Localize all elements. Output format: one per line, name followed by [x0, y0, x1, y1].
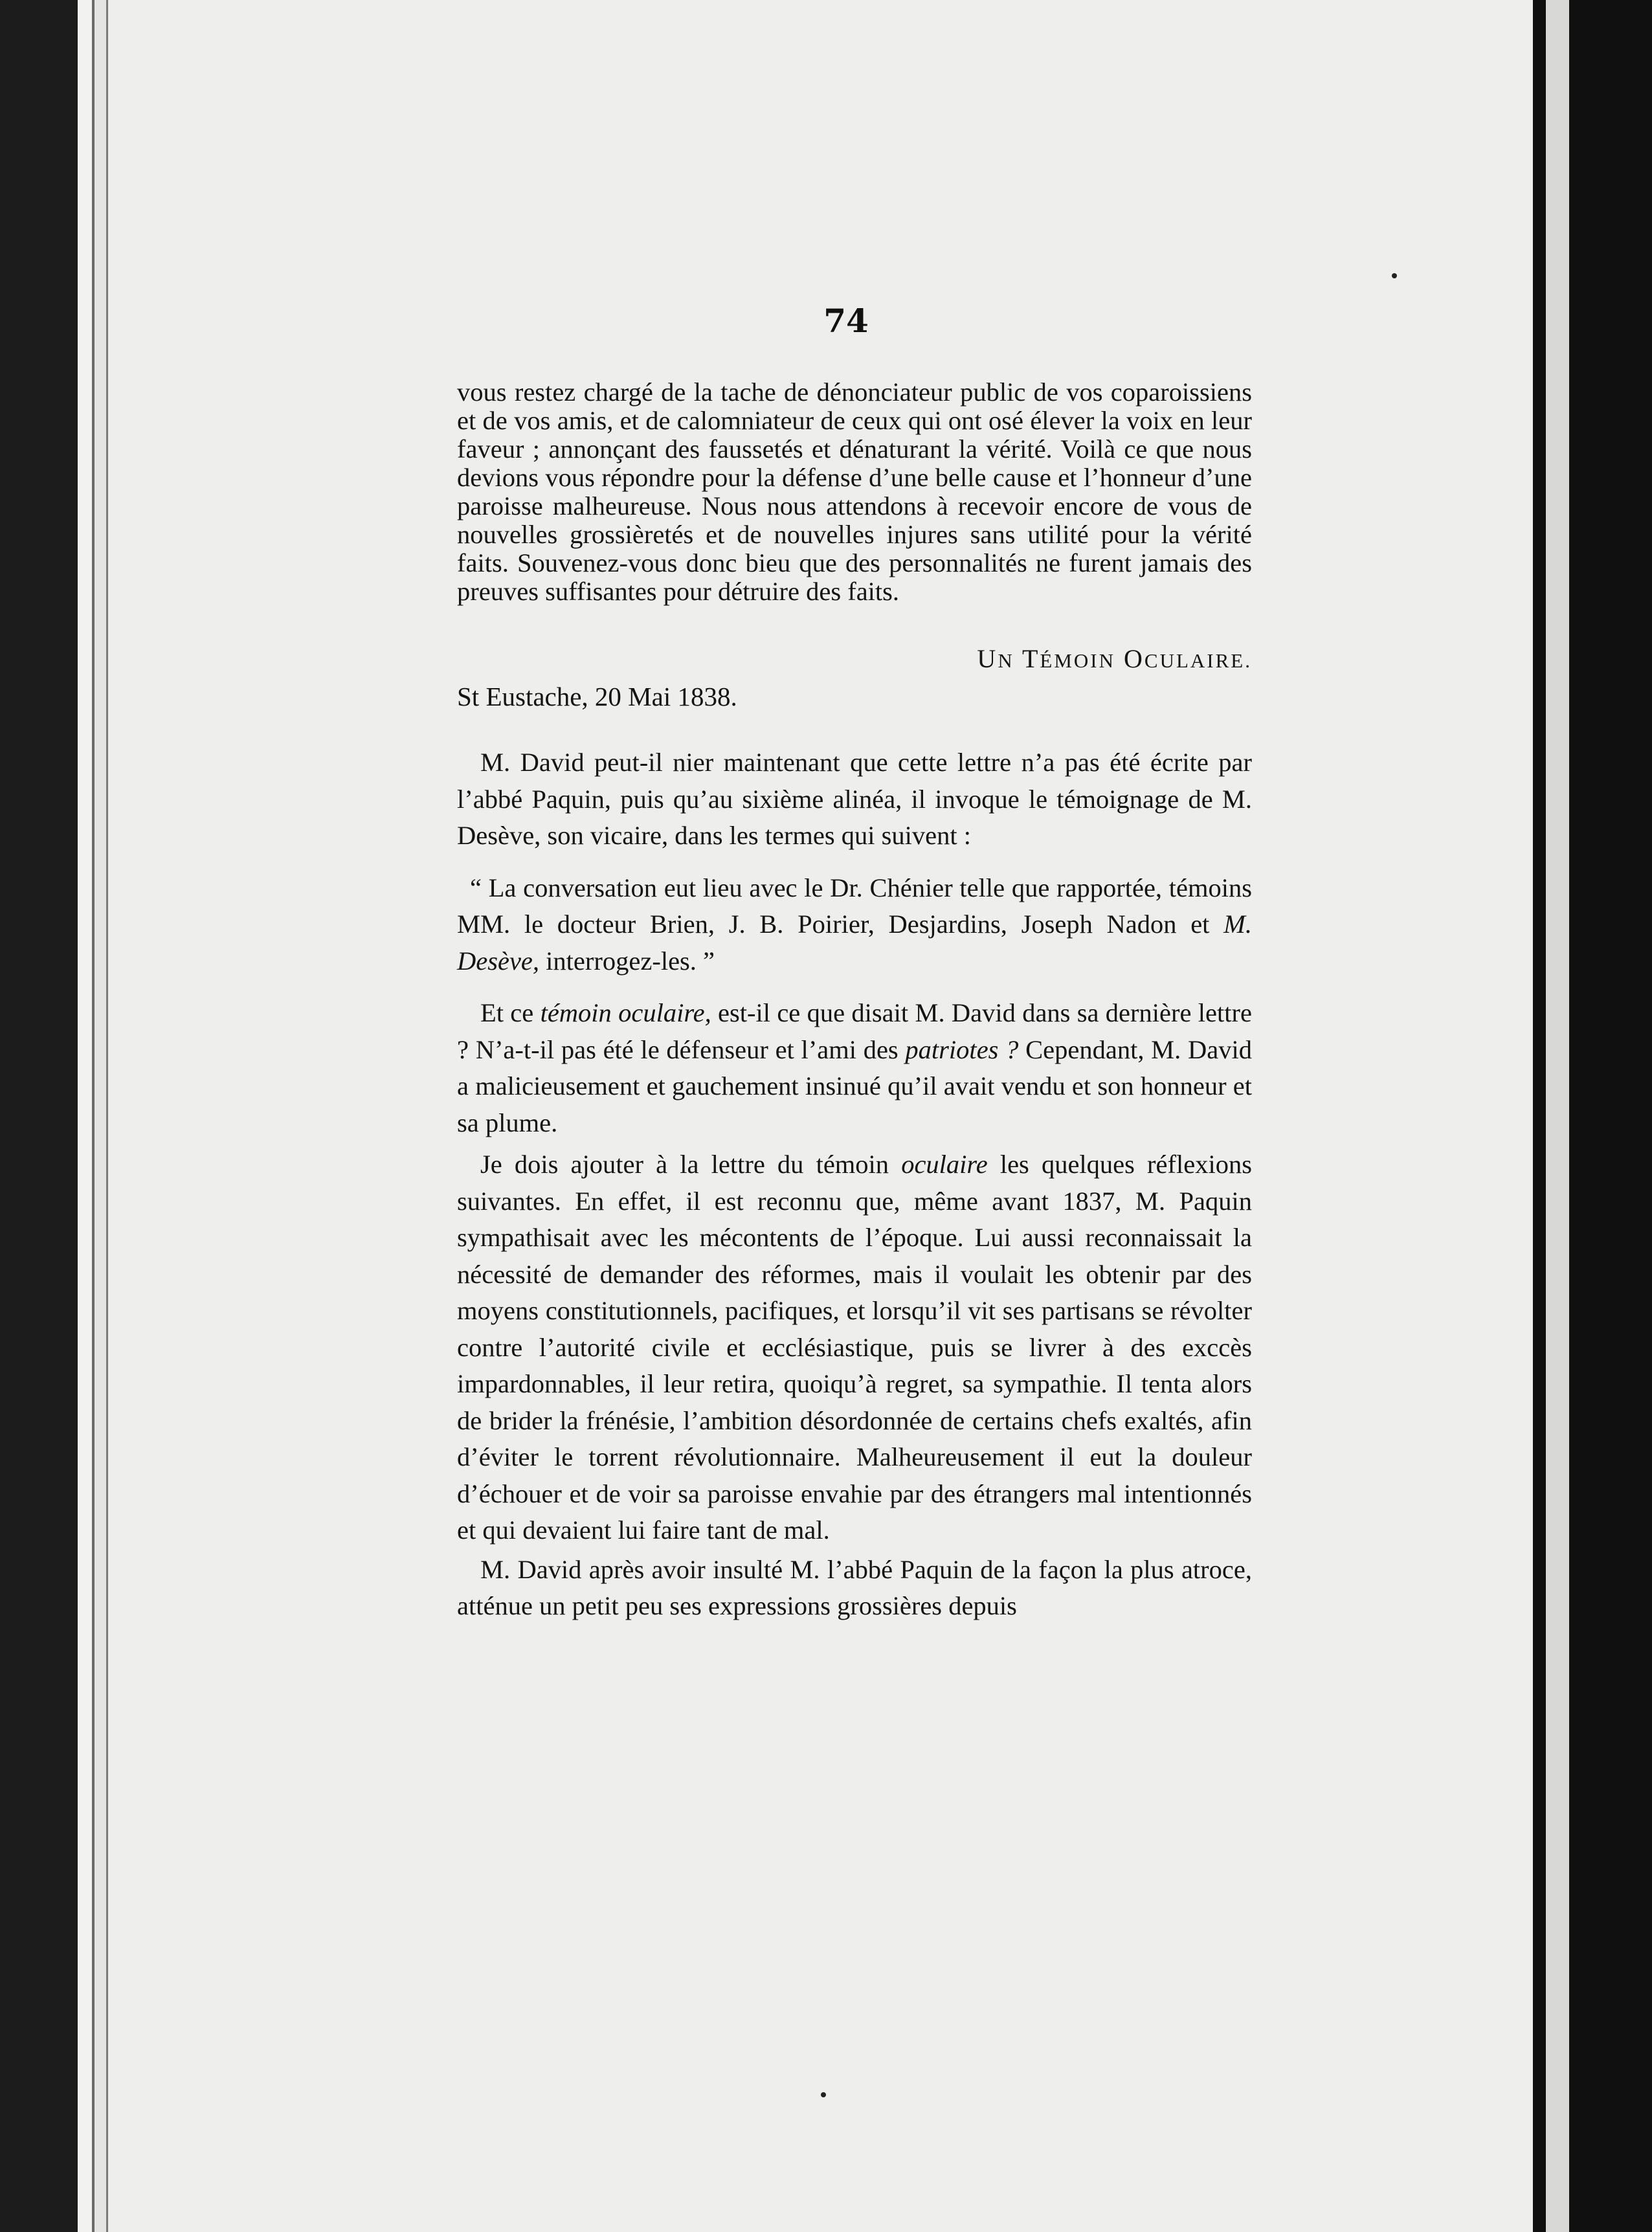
signature-initial: T	[1021, 644, 1040, 673]
paragraph-text: Je dois ajouter à la lettre du témoin	[480, 1150, 902, 1179]
page-edge	[78, 0, 92, 2232]
paragraph-text: les quelques réflexions suivantes. En effet, il est reconnu que, même avant 1837, M. Paquin sympathisait avec les mécontents de l’époque. Lui aussi reconnaissait la nécessité de demander des réformes, mais il voulait les obtenir par des moyens constitutionnels, pacifiques, et lorsqu’il vit ses partisans se révolter contre l’autorité civile et ecclésiastique, puis se livrer à des exccès impardonnables, il leur retira, quoiqu’à regret, sa sympathie. Il tenta alors de brider la frénésie, l’ambition désordonnée de certains chefs exaltés, afin d’éviter le torrent révolutionnaire. Malheureusement il eut la douleur d’échouer et de voir sa paroisse envahie par des étrangers mal intentionnés et qui devaient lui faire tant de mal.	[457, 1150, 1252, 1545]
quotation-text: interrogez-les. ”	[539, 946, 715, 976]
paragraph-italic: oculaire	[901, 1150, 988, 1179]
paragraph: M. David peut-il nier maintenant que cette lettre n’a pas été écrite par l’abbé Paquin, puis qu’au sixième alinéa, il invoque le témoignage de M. Desève, son vicaire, dans les termes qui suivent :	[457, 748, 1252, 850]
paragraph-text: Et ce	[480, 998, 541, 1027]
dateline: St Eustache, 20 Mai 1838.	[457, 682, 737, 711]
quotation-italic: M. Desève,	[457, 910, 1252, 976]
signature-initial: O	[1124, 644, 1144, 673]
signature-smallcaps: CULAIRE.	[1144, 649, 1252, 672]
paragraph-italic: patriotes ?	[905, 1034, 1019, 1064]
signature	[457, 643, 1252, 674]
scan-right-strip	[1546, 0, 1569, 2232]
scan-right-border	[1533, 0, 1652, 2232]
page-edge-shadow	[106, 0, 108, 2232]
body-text	[457, 744, 1252, 1625]
paragraph-italic: témoin oculaire,	[540, 998, 711, 1027]
paragraph-text: Cependant, M. David a malicieusement et gauchement insinué qu’il avait vendu et son honneur et sa plume.	[457, 1034, 1252, 1137]
paragraph: M. David après avoir insulté M. l’abbé Paquin de la façon la plus atroce, atténue un petit peu ses expressions grossières depuis	[457, 1554, 1252, 1620]
paragraph-text: est-il ce que disait M. David dans sa dernière lettre ? N’a-t-il pas été le défenseur et l’ami des	[457, 998, 1252, 1064]
opening-paragraph-text: vous restez chargé de la tache de dénonciateur public de vos coparoissiens et de vos amis, et de calomniateur de ceux qui ont osé élever la voix en leur faveur ; annonçant des faussetés et dénaturant la vérité. Voilà ce que nous devions vous répondre pour la défense d’une belle cause et l’honneur d’une paroisse malheureuse. Nous nous attendons à recevoir encore de vous de nouvelles grossièretés et de nouvelles injures sans utilité pour la vérité faits. Souvenez-vous donc bieu que des personnalités ne furent jamais des preuves suffisantes pour détruire des faits.	[457, 377, 1252, 606]
signature-initial: U	[977, 644, 998, 673]
paragraph	[457, 1146, 1252, 1549]
signature-smallcaps: N	[998, 649, 1014, 672]
paragraph	[457, 995, 1252, 1141]
signature-smallcaps: ÉMOIN	[1040, 649, 1116, 672]
page-number: 74	[823, 302, 869, 340]
opening-paragraph	[457, 378, 1252, 606]
page-edge	[95, 0, 106, 2232]
quotation-text: “ La conversation eut lieu avec le Dr. Chénier telle que rapportée, témoins MM. le docteur Brien, J. B. Poirier, Desjardins, Joseph Nadon et	[457, 873, 1252, 939]
scan-left-margin	[0, 0, 78, 2232]
quotation	[457, 870, 1252, 980]
speck	[821, 2092, 826, 2097]
speck	[1392, 273, 1397, 278]
